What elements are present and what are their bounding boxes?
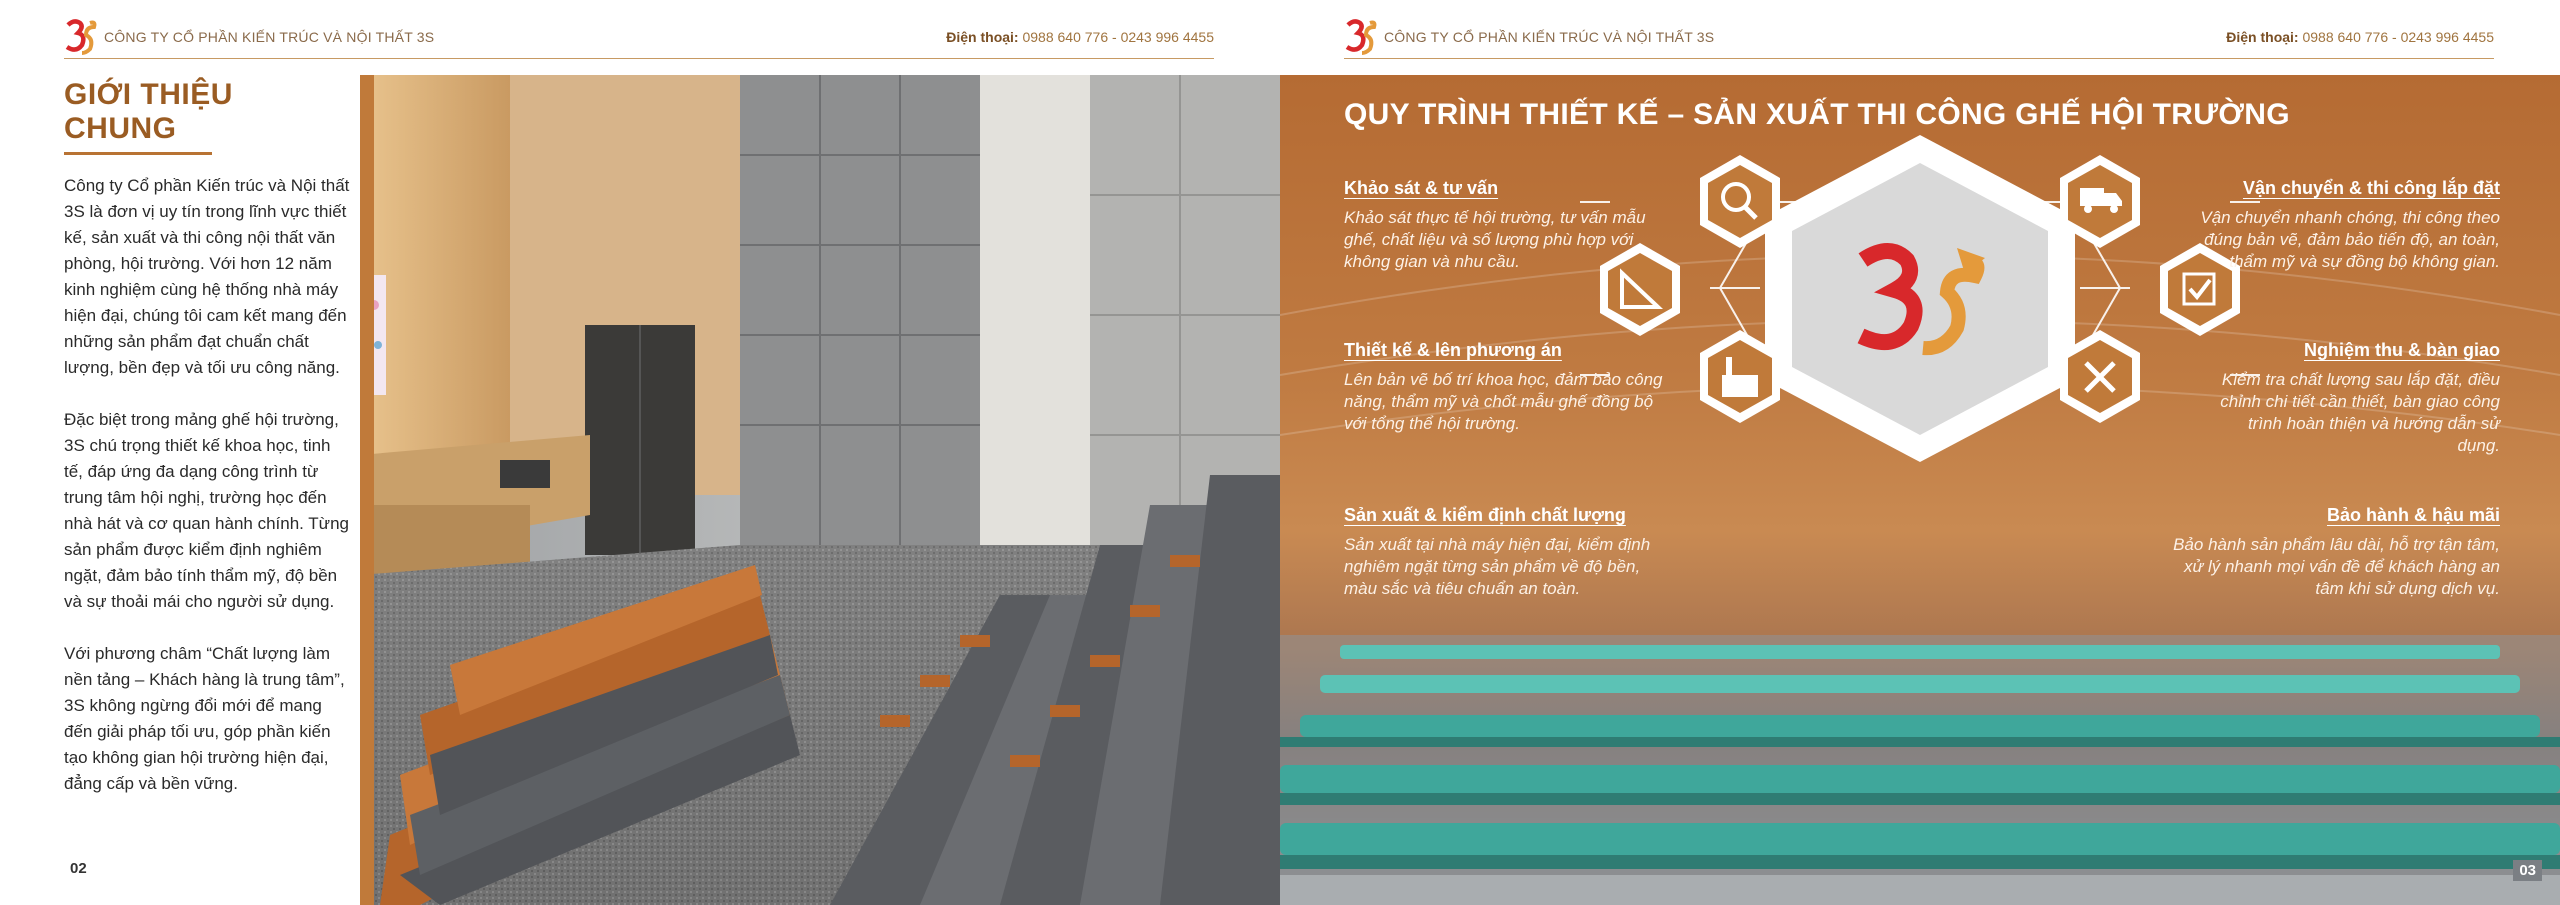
phone-info [946,29,1214,45]
process-title: QUY TRÌNH THIẾT KẾ – SẢN XUẤT THI CÔNG GHẾ HỘI TRƯỜNG [1344,98,2290,131]
photo-accent-bar [360,75,374,905]
step-survey [1344,178,1664,273]
step-title: Thiết kế & lên phương án [1344,340,1562,360]
step-description: Khảo sát thực tế hội trường, tư vấn mẫu ghế, chất liệu và số lượng phù hợp với không gian và nhu cầu. [1344,208,1646,271]
page-number: 03 [2513,860,2542,881]
intro-title: GIỚI THIỆU CHUNG [64,78,233,145]
right-header [1344,14,2494,60]
step-title: Nghiệm thu & bàn giao [2304,340,2500,360]
company-name: CÔNG TY CỔ PHẦN KIẾN TRÚC VÀ NỘI THẤT 3S [104,29,435,45]
step-description: Sản xuất tại nhà máy hiện đại, kiểm định nghiêm ngặt từng sản phẩm về độ bền, màu sắc và tiêu chuẩn an toàn. [1344,535,1651,598]
step-description: Lên bản vẽ bố trí khoa học, đảm bảo công năng, thẩm mỹ và chốt mẫu ghế đồng bộ với tổng thể hội trường. [1344,370,1663,433]
phone-label: Điện thoại: [2226,29,2299,45]
left-header [64,14,1214,60]
center-logo [1845,240,1995,360]
step-title: Bảo hành & hậu mãi [2326,505,2500,525]
intro-column [64,78,354,797]
intro-paragraph: Với phương châm “Chất lượng làm nền tảng – Khách hàng là trung tâm”, 3S không ngừng đổi mới để mang đến giải pháp tối ưu, góp phần kiến tạo không gian hội trường hiện đại, đẳng cấp và bền vững. [64,644,345,793]
phone-numbers: 0988 640 776 - 0243 996 4455 [2302,29,2494,45]
company-logo [64,17,98,57]
step-description: Kiểm tra chất lượng sau lắp đặt, điều chỉnh chi tiết cần thiết, bàn giao công trình hoàn thiện và hướng dẫn sử dụng. [2220,370,2500,455]
step-title: Vận chuyển & thi công lắp đặt [2242,178,2500,198]
process-panel [1280,75,2560,905]
right-page [1280,0,2560,905]
header-divider [64,58,1214,59]
intro-paragraph: Công ty Cổ phần Kiến trúc và Nội thất 3S là đơn vị uy tín trong lĩnh vực thiết kế, sản xuất và thi công nội thất văn phòng, hội trường. Với hơn 12 năm kinh nghiệm cùng hệ thống nhà máy hiện đại, chúng tôi cam kết mang đến những sản phẩm đạt chuẩn chất lượng, bền đẹp và tối ưu công năng. [64,176,350,377]
step-title: Khảo sát & tư vấn [1344,178,1499,198]
header-divider [1344,58,2494,59]
step-delivery [2180,178,2500,273]
step-production [1344,505,1664,600]
company-name: CÔNG TY CỔ PHẦN KIẾN TRÚC VÀ NỘI THẤT 3S [1384,29,1715,45]
title-underline [64,152,212,155]
step-acceptance [2210,340,2500,457]
auditorium-photo [360,75,1280,905]
intro-paragraph: Đặc biệt trong mảng ghế hội trường, 3S chú trọng thiết kế khoa học, tinh tế, đáp ứng đa dạng công trình từ trung tâm hội nghị, trường học đến nhà hát và cơ quan hành chính. Từng sản phẩm được kiểm định nghiêm ngặt, đảm bảo tính thẩm mỹ, độ bền và sự thoải mái cho người sử dụng. [64,410,349,611]
phone-info [2226,29,2494,45]
company-logo [1344,17,1378,57]
step-description: Bảo hành sản phẩm lâu dài, hỗ trợ tận tâm, xử lý nhanh mọi vấn đề để khách hàng an tâm khi sử dụng dịch vụ. [2173,535,2500,598]
step-title: Sản xuất & kiểm định chất lượng [1344,505,1626,525]
step-design [1344,340,1664,435]
logo-3s-icon [1845,240,1995,360]
phone-numbers: 0988 640 776 - 0243 996 4455 [1022,29,1214,45]
page-number: 02 [70,860,87,877]
step-description: Vận chuyển nhanh chóng, thi công theo đúng bản vẽ, đảm bảo tiến độ, an toàn, thẩm mỹ và sự đồng bộ không gian. [2200,208,2500,271]
phone-label: Điện thoại: [946,29,1019,45]
step-warranty [2160,505,2500,600]
